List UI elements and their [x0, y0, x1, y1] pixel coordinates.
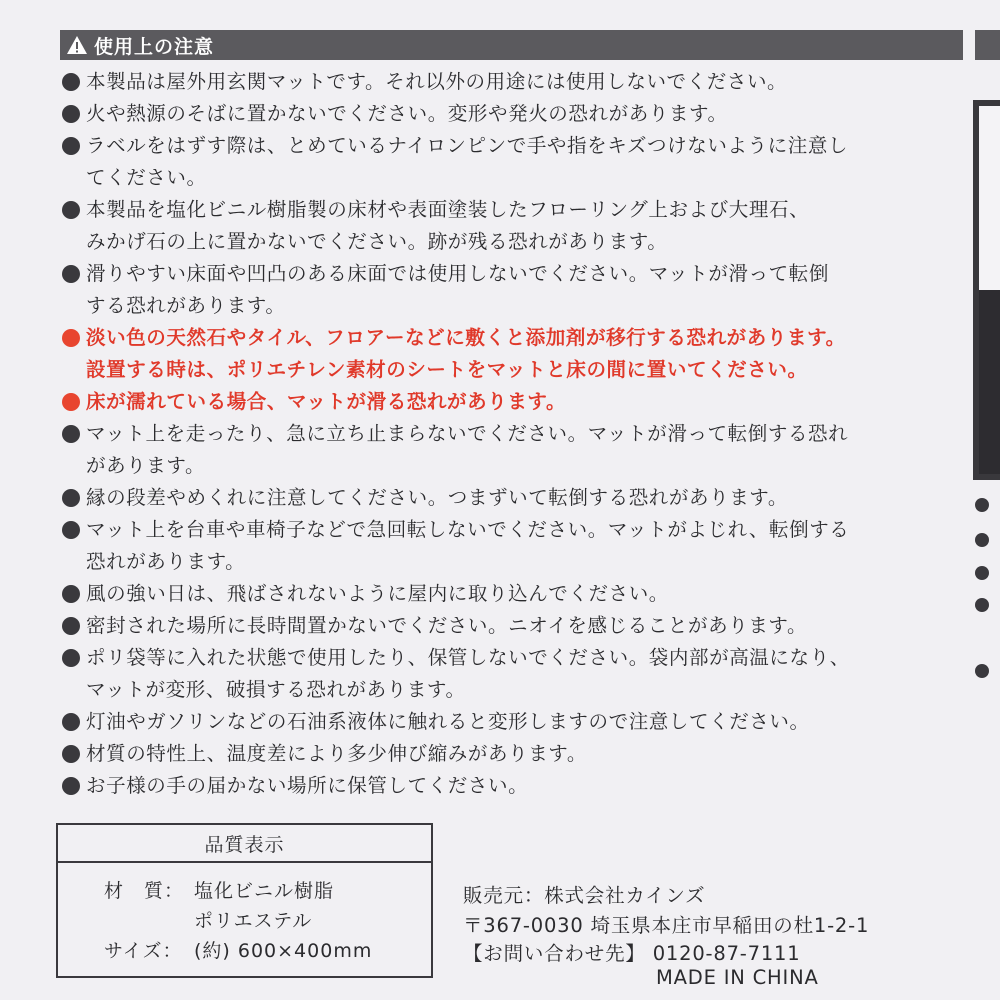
warning-item: [62, 578, 962, 610]
header-title: 使用上の注意: [94, 35, 215, 58]
seller-name: 販売元：株式会社カインズ: [463, 884, 706, 907]
warning-text: 材質の特性上、温度差により多少伸び縮みがあります。: [86, 742, 587, 765]
warning-item: [62, 322, 962, 386]
country-of-origin: MADE IN CHINA: [656, 966, 819, 989]
bullet-icon: [62, 713, 80, 731]
bullet-icon: [62, 137, 80, 155]
size-value: (約) 600×400mm: [194, 940, 373, 962]
warning-list: [62, 66, 962, 802]
warning-text: 火や熱源のそばに置かないでください。変形や発火の恐れがあります。: [86, 102, 728, 125]
warnings-header: [60, 30, 963, 60]
contact-phone: 【お問い合わせ先】 0120-87-7111: [463, 942, 801, 965]
warning-item: [62, 514, 962, 578]
warning-text: 風の強い日は、飛ばされないように屋内に取り込んでください。: [86, 582, 669, 605]
bullet-icon: [62, 585, 80, 603]
warning-item: [62, 66, 962, 98]
material-label: 材 質：: [104, 880, 185, 902]
seller-address: 〒367-0030 埼玉県本庄市早稲田の杜1-2-1: [463, 914, 870, 937]
warning-item: [62, 706, 962, 738]
warning-item: [62, 610, 962, 642]
warning-item: [62, 386, 962, 418]
warning-item: [62, 98, 962, 130]
warning-text: ポリ袋等に入れた状態で使用したり、保管しないでください。袋内部が高温になり、 マットが変形、破損する恐れがあります。: [86, 646, 850, 701]
warning-text: マット上を走ったり、急に立ち止まらないでください。マットが滑って転倒する恐れ があります。: [86, 422, 849, 477]
adjacent-panel-header: [975, 30, 1000, 60]
warning-text: 淡い色の天然石やタイル、フロアーなどに敷くと添加剤が移行する恐れがあります。 設置する時は、ポリエチレン素材のシートをマットと床の間に置いてください。: [86, 326, 846, 381]
warning-item: [62, 258, 962, 322]
bullet-icon: [62, 265, 80, 283]
bullet-icon: [62, 521, 80, 539]
warning-item: [62, 482, 962, 514]
warning-item: [62, 770, 962, 802]
bullet-icon: [62, 425, 80, 443]
warning-text: 灯油やガソリンなどの石油系液体に触れると変形しますので注意してください。: [86, 710, 810, 733]
warning-text: 密封された場所に長時間置かないでください。ニオイを感じることがあります。: [86, 614, 808, 637]
warning-text: 滑りやすい床面や凹凸のある床面では使用しないでください。マットが滑って転倒 する恐れがあります。: [86, 262, 829, 317]
bullet-icon: [62, 617, 80, 635]
warning-icon: [60, 30, 94, 60]
warning-text: マット上を台車や車椅子などで急回転しないでください。マットがよじれ、転倒する 恐れがあります。: [86, 518, 850, 573]
warning-text: 本製品は屋外用玄関マットです。それ以外の用途には使用しないでください。: [86, 70, 788, 93]
bullet-icon: [62, 105, 80, 123]
size-label: サイズ：: [104, 940, 183, 962]
bullet-icon: [62, 393, 80, 411]
warning-text: 縁の段差やめくれに注意してください。つまずいて転倒する恐れがあります。: [86, 486, 788, 509]
warning-text: ラベルをはずす際は、とめているナイロンピンで手や指をキズつけないように注意し てください。: [86, 134, 849, 189]
bullet-icon: [62, 777, 80, 795]
warning-item: [62, 130, 962, 194]
warning-item: [62, 418, 962, 482]
warning-text: お子様の手の届かない場所に保管してください。: [86, 774, 529, 797]
bullet-icon: [62, 201, 80, 219]
bullet-icon: [62, 489, 80, 507]
warning-item: [62, 642, 962, 706]
warning-item: [62, 738, 962, 770]
warning-item: [62, 194, 962, 258]
warning-text: 床が濡れている場合、マットが滑る恐れがあります。: [86, 390, 567, 413]
bullet-icon: [62, 73, 80, 91]
material-value-2: ポリエステル: [194, 910, 313, 932]
warning-text: 本製品を塩化ビニル樹脂製の床材や表面塗装したフローリング上および大理石、 みかげ石の上に置かないでください。跡が残る恐れがあります。: [86, 198, 810, 253]
material-value-1: 塩化ビニル樹脂: [194, 880, 335, 902]
bullet-icon: [62, 329, 80, 347]
quality-title: 品質表示: [58, 825, 431, 863]
bullet-icon: [62, 649, 80, 667]
bullet-icon: [62, 745, 80, 763]
